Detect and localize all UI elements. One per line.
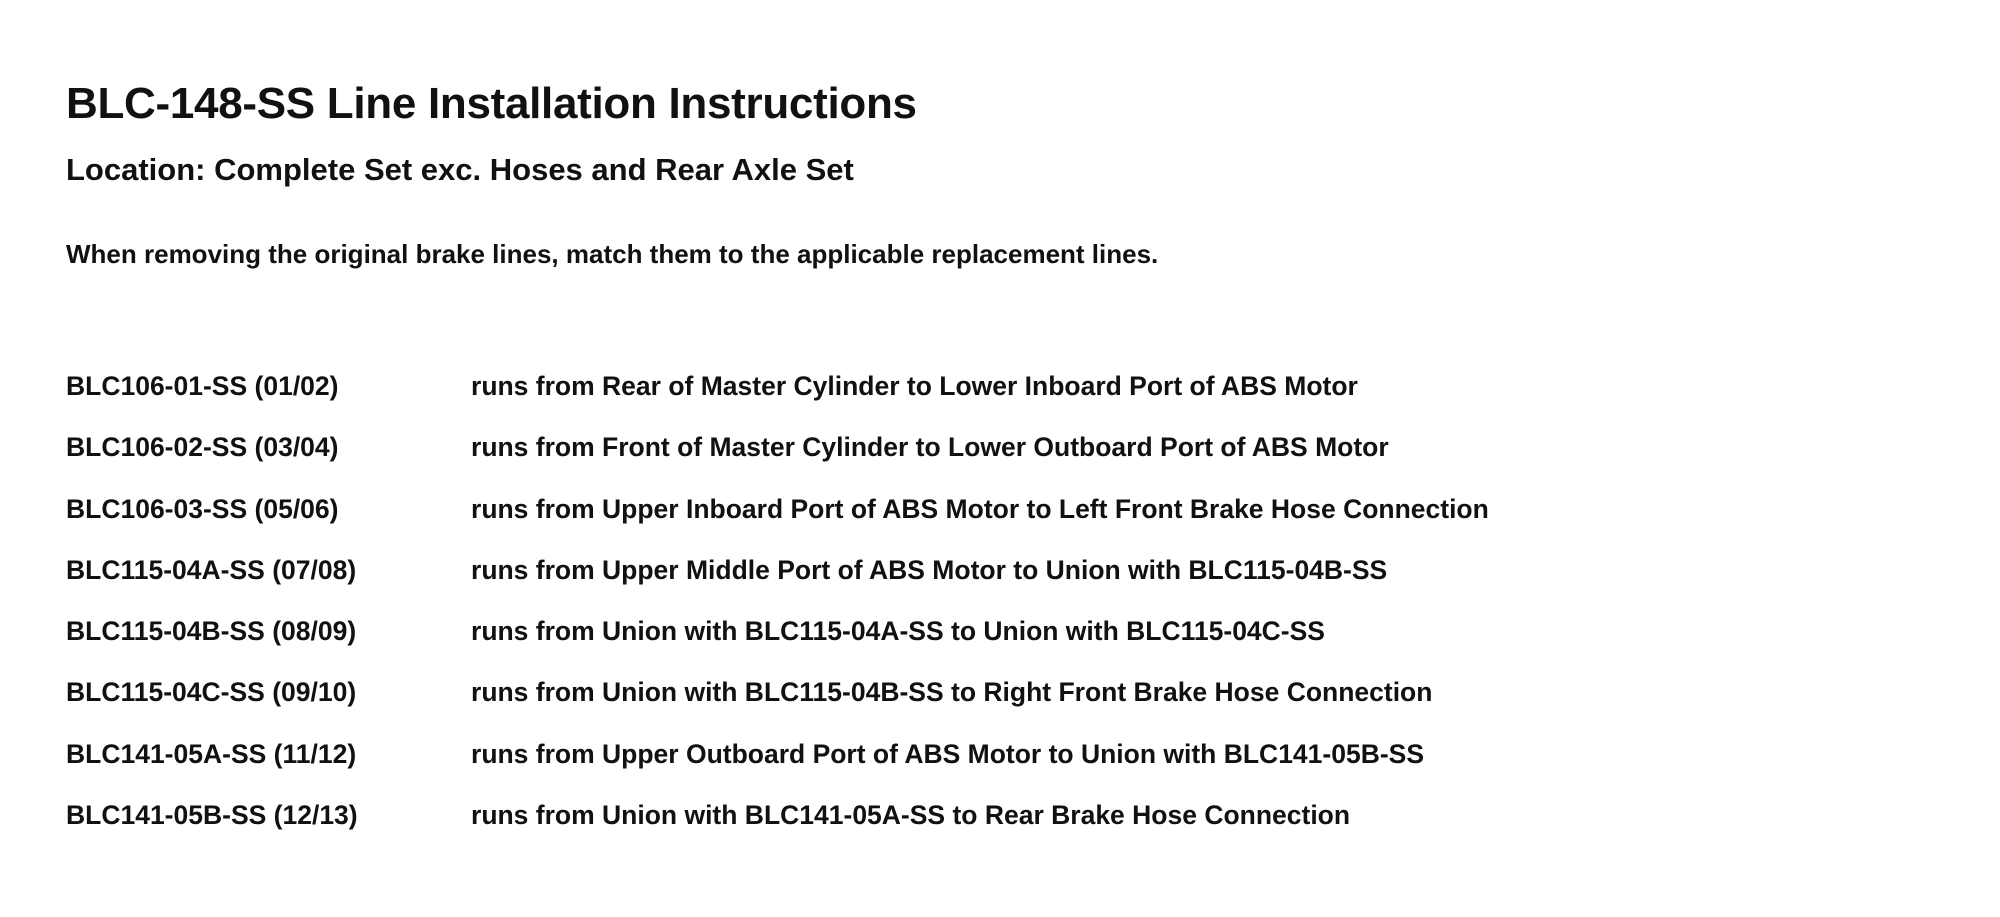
part-number: BLC115-04A-SS (07/08)	[66, 554, 357, 585]
part-number: BLC141-05A-SS (11/12)	[66, 738, 357, 769]
line-description: runs from Union with BLC115-04B-SS to Right Front Brake Hose Connection	[471, 677, 1433, 708]
list-item	[66, 616, 1946, 677]
line-description: runs from Rear of Master Cylinder to Lower Inboard Port of ABS Motor	[471, 371, 1358, 401]
brake-line-list	[66, 371, 1946, 861]
location-subtitle: Location: Complete Set exc. Hoses and Rear Axle Set	[66, 152, 854, 187]
line-description: runs from Upper Outboard Port of ABS Motor to Union with BLC141-05B-SS	[471, 738, 1425, 769]
line-description: runs from Upper Middle Port of ABS Motor to Union with BLC115-04B-SS	[471, 554, 1388, 585]
list-item	[66, 800, 1946, 861]
list-item	[66, 371, 1946, 432]
part-number: BLC141-05B-SS (12/13)	[66, 800, 358, 831]
part-number: BLC106-02-SS (03/04)	[66, 432, 339, 463]
part-number: BLC115-04C-SS (09/10)	[66, 677, 357, 708]
line-description: runs from Union with BLC141-05A-SS to Rear Brake Hose Connection	[471, 800, 1351, 831]
part-number: BLC115-04B-SS (08/09)	[66, 616, 357, 647]
document-title: BLC-148-SS Line Installation Instructions	[66, 79, 917, 128]
list-item	[66, 555, 1946, 616]
intro-text: When removing the original brake lines, match them to the applicable replacement lines.	[66, 239, 1159, 269]
line-description: runs from Front of Master Cylinder to Lower Outboard Port of ABS Motor	[471, 432, 1389, 463]
part-number: BLC106-01-SS (01/02)	[66, 371, 339, 401]
list-item	[66, 677, 1946, 738]
line-description: runs from Union with BLC115-04A-SS to Union with BLC115-04C-SS	[471, 616, 1325, 647]
line-description: runs from Upper Inboard Port of ABS Motor to Left Front Brake Hose Connection	[471, 493, 1489, 524]
list-item	[66, 494, 1946, 555]
list-item	[66, 432, 1946, 493]
part-number: BLC106-03-SS (05/06)	[66, 493, 339, 524]
document-page	[66, 74, 1946, 861]
list-item	[66, 739, 1946, 800]
